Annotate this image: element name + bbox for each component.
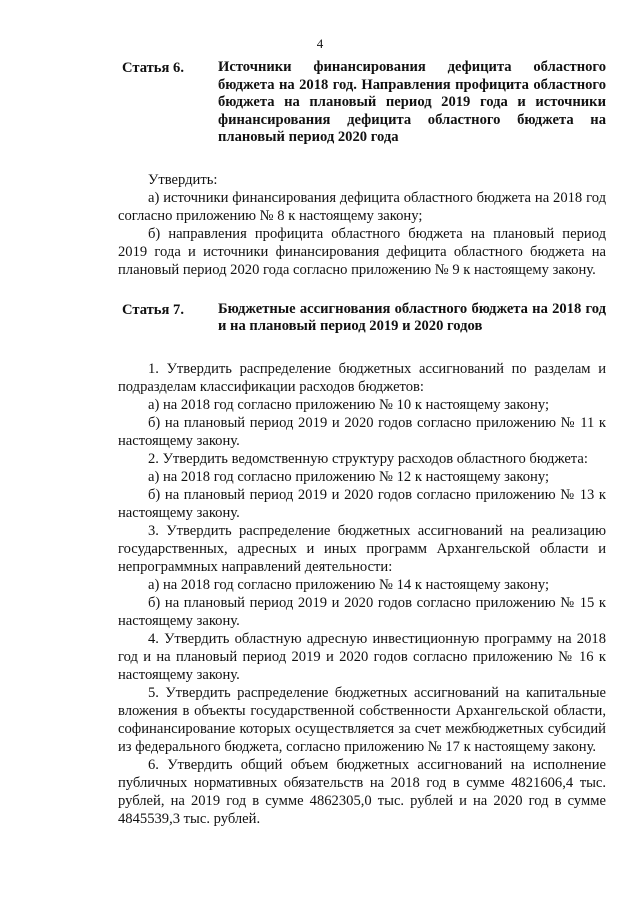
article-7-label: Статья 7. [122, 301, 184, 318]
article-7-paragraph: б) на плановый период 2019 и 2020 годов согласно приложению № 13 к настоящему закону. [118, 486, 606, 521]
article-6-header [118, 59, 606, 147]
article-7-paragraph: а) на 2018 год согласно приложению № 12 к настоящему закону; [148, 468, 549, 485]
article-6-title: Источники финансирования дефицита областного бюджета на 2018 год. Направления профицита областного бюджета на плановый период 2019 года и источники финансирования дефицита областного бюджета на плановый период 2020 года [218, 59, 606, 145]
article-7-paragraph: 5. Утвердить распределение бюджетных ассигнований на капитальные вложения в объекты государственной собственности Архангельской области, софинансирование которых осуществляется за счет межбюджетных субсидий из федерального бюджета, согласно приложению № 17 к настоящему закону. [118, 684, 606, 755]
article-7-paragraph: 6. Утвердить общий объем бюджетных ассигнований на исполнение публичных нормативных обязательств на 2018 год в сумме 4821606,4 тыс. рублей, на 2019 год в сумме 4862305,0 тыс. рублей и на 2020 год в сумме 4845539,3 тыс. рублей. [118, 756, 606, 827]
article-7-title: Бюджетные ассигнования областного бюджета на 2018 год и на плановый период 2019 и 2020 годов [218, 300, 606, 334]
article-6-label: Статья 6. [122, 60, 184, 76]
page-number: 4 [316, 36, 324, 51]
article-7-header [118, 301, 606, 336]
article-7 [118, 301, 606, 828]
article-7-paragraph: а) на 2018 год согласно приложению № 14 к настоящему закону; [148, 576, 549, 593]
article-7-paragraph: а) на 2018 год согласно приложению № 10 к настоящему закону; [148, 396, 549, 413]
article-7-paragraph: 4. Утвердить областную адресную инвестиционную программу на 2018 год и на плановый период 2019 и 2020 годов согласно приложению № 16 к настоящему закону. [118, 630, 606, 683]
article-7-paragraph: 1. Утвердить распределение бюджетных ассигнований по разделам и подразделам классификации расходов бюджетов: [118, 360, 606, 395]
article-7-paragraph: 3. Утвердить распределение бюджетных ассигнований на реализацию государственных, адресных и иных программ Архангельской области и непрограммных направлений деятельности: [118, 522, 606, 575]
document-body [118, 59, 606, 850]
article-6-paragraph: а) источники финансирования дефицита областного бюджета на 2018 год согласно приложению № 8 к настоящему закону; [118, 189, 606, 224]
article-7-paragraph: б) на плановый период 2019 и 2020 годов согласно приложению № 11 к настоящему закону. [118, 414, 606, 449]
article-6-paragraph: Утвердить: [148, 171, 218, 188]
article-6 [118, 59, 606, 279]
article-7-paragraph: 2. Утвердить ведомственную структуру расходов областного бюджета: [148, 450, 588, 467]
article-6-paragraph: б) направления профицита областного бюджета на плановый период 2019 года и источники финансирования дефицита областного бюджета на плановый период 2020 года согласно приложению № 9 к настоящему закону. [118, 225, 606, 278]
article-7-paragraph: б) на плановый период 2019 и 2020 годов согласно приложению № 15 к настоящему закону. [118, 594, 606, 629]
